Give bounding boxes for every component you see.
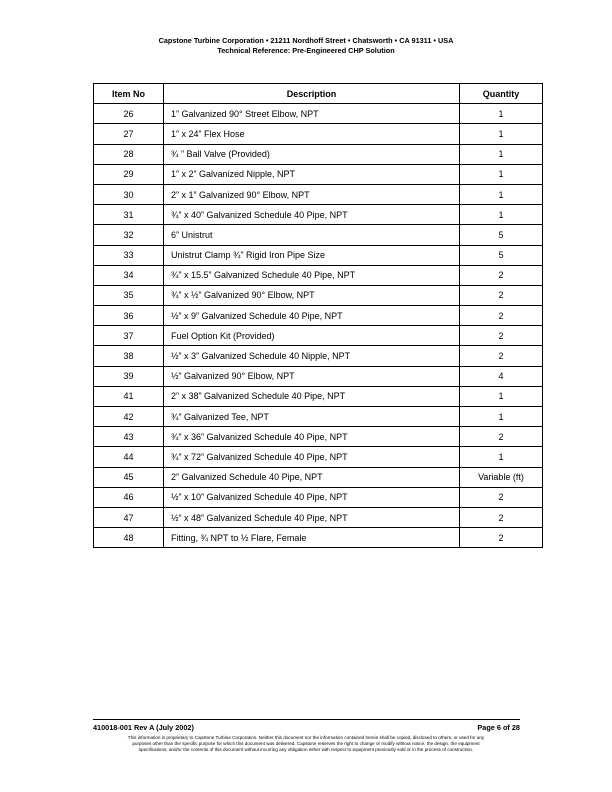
quantity-cell: 1 (460, 386, 543, 406)
item-number-cell: 37 (94, 326, 164, 346)
item-number-cell: 29 (94, 164, 164, 184)
quantity-cell: 1 (460, 447, 543, 467)
description-cell: 1” Galvanized 90° Street Elbow, NPT (164, 104, 460, 124)
quantity-cell: 1 (460, 104, 543, 124)
column-header-description: Description (164, 84, 460, 104)
description-cell: ¾” Galvanized Tee, NPT (164, 407, 460, 427)
table-row (94, 507, 543, 527)
column-header-quantity: Quantity (460, 84, 543, 104)
description-cell: 1” x 24” Flex Hose (164, 124, 460, 144)
table-row (94, 386, 543, 406)
footer-divider (93, 719, 520, 720)
table-row (94, 144, 543, 164)
description-cell: Fitting, ¾ NPT to ½ Flare, Female (164, 528, 460, 548)
description-cell: ¾ ” Ball Valve (Provided) (164, 144, 460, 164)
header-company-address: Capstone Turbine Corporation • 21211 Nordhoff Street • Chatsworth • CA 91311 • USA (158, 36, 454, 45)
quantity-cell: 1 (460, 205, 543, 225)
description-cell: 2” Galvanized Schedule 40 Pipe, NPT (164, 467, 460, 487)
description-cell: ¾” x 72” Galvanized Schedule 40 Pipe, NPT (164, 447, 460, 467)
quantity-cell: 2 (460, 306, 543, 326)
quantity-cell: 2 (460, 265, 543, 285)
item-number-cell: 42 (94, 407, 164, 427)
table-row (94, 306, 543, 326)
table-row (94, 184, 543, 204)
quantity-cell: 2 (460, 326, 543, 346)
table-row (94, 205, 543, 225)
disclaimer-line: specifications, and/or the contents of this document without incurring any obligation either with respect to equipment previously sold or in the process of construction. (138, 747, 474, 752)
item-number-cell: 34 (94, 265, 164, 285)
table-row (94, 104, 543, 124)
item-number-cell: 28 (94, 144, 164, 164)
table-row (94, 447, 543, 467)
page-header (0, 36, 612, 56)
description-cell: 2” x 38” Galvanized Schedule 40 Pipe, NPT (164, 386, 460, 406)
item-number-cell: 32 (94, 225, 164, 245)
table-row (94, 245, 543, 265)
item-number-cell: 39 (94, 366, 164, 386)
description-cell: ½” x 3” Galvanized Schedule 40 Nipple, NPT (164, 346, 460, 366)
item-number-cell: 27 (94, 124, 164, 144)
description-cell: 2” x 1” Galvanized 90° Elbow, NPT (164, 184, 460, 204)
quantity-cell: 1 (460, 184, 543, 204)
quantity-cell: 2 (460, 528, 543, 548)
description-cell: ¾” x 36” Galvanized Schedule 40 Pipe, NPT (164, 427, 460, 447)
item-number-cell: 38 (94, 346, 164, 366)
description-cell: Unistrut Clamp ¾” Rigid Iron Pipe Size (164, 245, 460, 265)
quantity-cell: 2 (460, 346, 543, 366)
quantity-cell: 1 (460, 164, 543, 184)
quantity-cell: 1 (460, 124, 543, 144)
table-row (94, 467, 543, 487)
table-row (94, 326, 543, 346)
quantity-cell: Variable (ft) (460, 467, 543, 487)
quantity-cell: 2 (460, 427, 543, 447)
item-number-cell: 35 (94, 285, 164, 305)
footer-page-number: Page 6 of 28 (477, 723, 520, 732)
description-cell: ½” x 48” Galvanized Schedule 40 Pipe, NPT (164, 507, 460, 527)
item-number-cell: 33 (94, 245, 164, 265)
item-number-cell: 43 (94, 427, 164, 447)
table-row (94, 285, 543, 305)
description-cell: ½” x 10” Galvanized Schedule 40 Pipe, NPT (164, 487, 460, 507)
description-cell: ½” Galvanized 90° Elbow, NPT (164, 366, 460, 386)
disclaimer-line: purposes other than the specific purpose for which this document was delivered. Capstone reserves the right to change or modify without notice, the design, the equipment (132, 741, 480, 746)
description-cell: ¾” x 15.5” Galvanized Schedule 40 Pipe, NPT (164, 265, 460, 285)
description-cell: Fuel Option Kit (Provided) (164, 326, 460, 346)
item-number-cell: 31 (94, 205, 164, 225)
table-row (94, 487, 543, 507)
description-cell: ½” x 9” Galvanized Schedule 40 Pipe, NPT (164, 306, 460, 326)
description-cell: 6” Unistrut (164, 225, 460, 245)
quantity-cell: 4 (460, 366, 543, 386)
quantity-cell: 5 (460, 225, 543, 245)
table-row (94, 427, 543, 447)
item-number-cell: 41 (94, 386, 164, 406)
item-number-cell: 47 (94, 507, 164, 527)
footer-disclaimer (88, 735, 524, 753)
table-header-row (94, 84, 543, 104)
header-document-title: Technical Reference: Pre-Engineered CHP Solution (217, 46, 395, 55)
table-row (94, 164, 543, 184)
table-row (94, 124, 543, 144)
table-row (94, 265, 543, 285)
quantity-cell: 1 (460, 144, 543, 164)
table-row (94, 346, 543, 366)
parts-table-body (94, 104, 543, 548)
item-number-cell: 45 (94, 467, 164, 487)
description-cell: ¾” x ½” Galvanized 90° Elbow, NPT (164, 285, 460, 305)
quantity-cell: 2 (460, 285, 543, 305)
item-number-cell: 46 (94, 487, 164, 507)
item-number-cell: 48 (94, 528, 164, 548)
quantity-cell: 5 (460, 245, 543, 265)
item-number-cell: 26 (94, 104, 164, 124)
table-row (94, 225, 543, 245)
footer-document-number: 410018-001 Rev A (July 2002) (93, 723, 194, 732)
table-row (94, 407, 543, 427)
item-number-cell: 30 (94, 184, 164, 204)
quantity-cell: 2 (460, 487, 543, 507)
quantity-cell: 2 (460, 507, 543, 527)
parts-table (93, 83, 543, 548)
column-header-item-no: Item No (94, 84, 164, 104)
item-number-cell: 44 (94, 447, 164, 467)
description-cell: 1” x 2” Galvanized Nipple, NPT (164, 164, 460, 184)
table-row (94, 366, 543, 386)
item-number-cell: 36 (94, 306, 164, 326)
description-cell: ¾” x 40” Galvanized Schedule 40 Pipe, NPT (164, 205, 460, 225)
disclaimer-line: This information is proprietary to Capstone Turbine Corporation. Neither this document nor the information contained herein shall be copied, disclosed to others, or used for any (127, 735, 485, 740)
quantity-cell: 1 (460, 407, 543, 427)
table-row (94, 528, 543, 548)
